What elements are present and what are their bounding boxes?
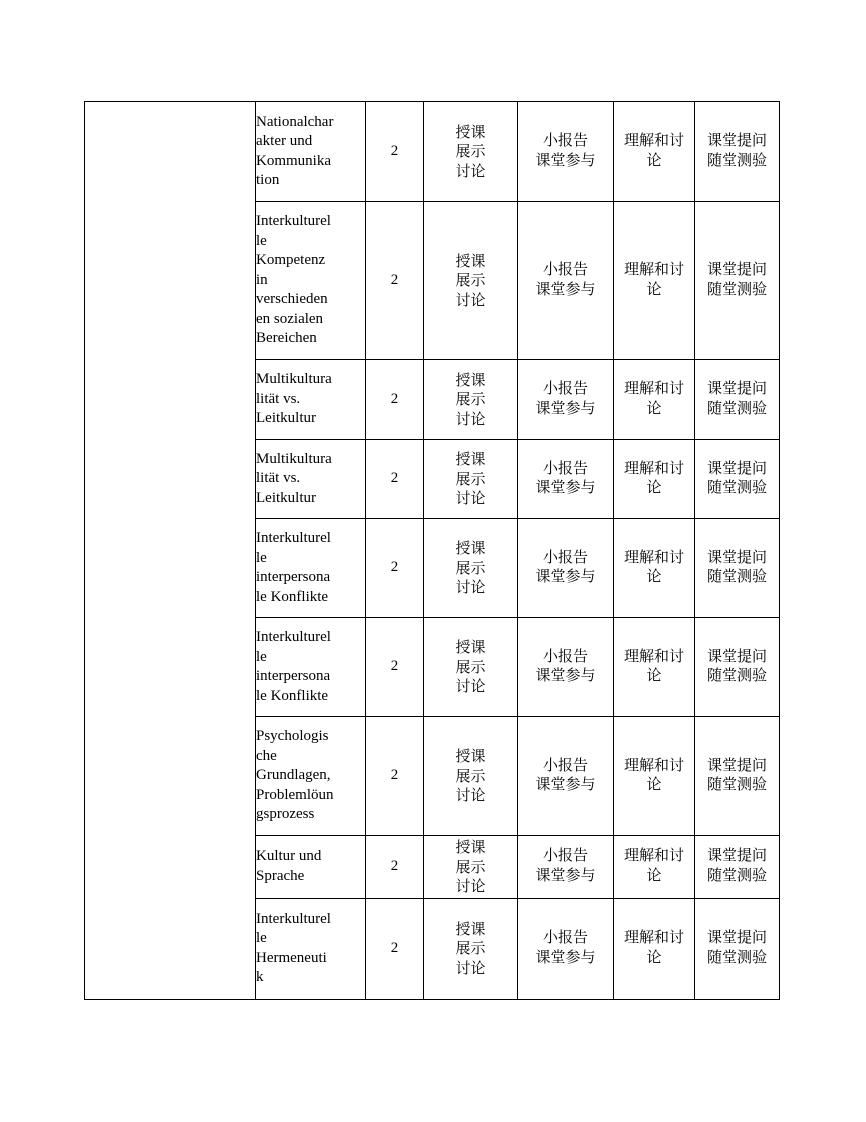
assessment-cell: 小报告 课堂参与 (518, 519, 614, 618)
learning-goal-cell: 理解和讨 论 (614, 717, 695, 836)
learning-goal-cell: 理解和讨 论 (614, 440, 695, 519)
course-schedule-table (84, 101, 780, 1000)
topic-cell: Interkulturel le Kompetenz in verschieden en sozialen Bereichen (256, 202, 366, 360)
topic-cell: Interkulturel le interpersona le Konflikte (256, 519, 366, 618)
assessment-cell: 小报告 课堂参与 (518, 202, 614, 360)
hours-cell: 2 (366, 102, 424, 202)
hours-cell: 2 (366, 360, 424, 440)
teaching-method-cell: 授课 展示 讨论 (424, 360, 518, 440)
learning-goal-cell: 理解和讨 论 (614, 360, 695, 440)
assessment-cell: 小报告 课堂参与 (518, 898, 614, 999)
assessment-cell: 小报告 课堂参与 (518, 360, 614, 440)
check-method-cell: 课堂提问 随堂测验 (695, 440, 780, 519)
check-method-cell: 课堂提问 随堂测验 (695, 519, 780, 618)
topic-cell: Kultur und Sprache (256, 836, 366, 899)
assessment-cell: 小报告 课堂参与 (518, 618, 614, 717)
topic-cell: Psychologis che Grundlagen, Problemlöun gsprozess (256, 717, 366, 836)
learning-goal-cell: 理解和讨 论 (614, 102, 695, 202)
teaching-method-cell: 授课 展示 讨论 (424, 618, 518, 717)
learning-goal-cell: 理解和讨 论 (614, 836, 695, 899)
learning-goal-cell: 理解和讨 论 (614, 202, 695, 360)
teaching-method-cell: 授课 展示 讨论 (424, 440, 518, 519)
hours-cell: 2 (366, 519, 424, 618)
check-method-cell: 课堂提问 随堂测验 (695, 102, 780, 202)
assessment-cell: 小报告 课堂参与 (518, 836, 614, 899)
check-method-cell: 课堂提问 随堂测验 (695, 202, 780, 360)
hours-cell: 2 (366, 836, 424, 899)
assessment-cell: 小报告 课堂参与 (518, 717, 614, 836)
hours-cell: 2 (366, 202, 424, 360)
teaching-method-cell: 授课 展示 讨论 (424, 898, 518, 999)
teaching-method-cell: 授课 展示 讨论 (424, 202, 518, 360)
teaching-method-cell: 授课 展示 讨论 (424, 102, 518, 202)
check-method-cell: 课堂提问 随堂测验 (695, 618, 780, 717)
assessment-cell: 小报告 课堂参与 (518, 440, 614, 519)
teaching-method-cell: 授课 展示 讨论 (424, 519, 518, 618)
table-row (85, 102, 780, 202)
check-method-cell: 课堂提问 随堂测验 (695, 836, 780, 899)
topic-cell: Interkulturel le Hermeneuti k (256, 898, 366, 999)
hours-cell: 2 (366, 898, 424, 999)
topic-cell: Multikultura lität vs. Leitkultur (256, 440, 366, 519)
learning-goal-cell: 理解和讨 论 (614, 898, 695, 999)
check-method-cell: 课堂提问 随堂测验 (695, 717, 780, 836)
check-method-cell: 课堂提问 随堂测验 (695, 360, 780, 440)
hours-cell: 2 (366, 618, 424, 717)
topic-cell: Multikultura lität vs. Leitkultur (256, 360, 366, 440)
check-method-cell: 课堂提问 随堂测验 (695, 898, 780, 999)
teaching-method-cell: 授课 展示 讨论 (424, 836, 518, 899)
learning-goal-cell: 理解和讨 论 (614, 519, 695, 618)
hours-cell: 2 (366, 440, 424, 519)
learning-goal-cell: 理解和讨 论 (614, 618, 695, 717)
topic-cell: Interkulturel le interpersona le Konflikte (256, 618, 366, 717)
hours-cell: 2 (366, 717, 424, 836)
merged-first-column-cell (85, 102, 256, 1000)
teaching-method-cell: 授课 展示 讨论 (424, 717, 518, 836)
topic-cell: Nationalchar akter und Kommunika tion (256, 102, 366, 202)
assessment-cell: 小报告 课堂参与 (518, 102, 614, 202)
